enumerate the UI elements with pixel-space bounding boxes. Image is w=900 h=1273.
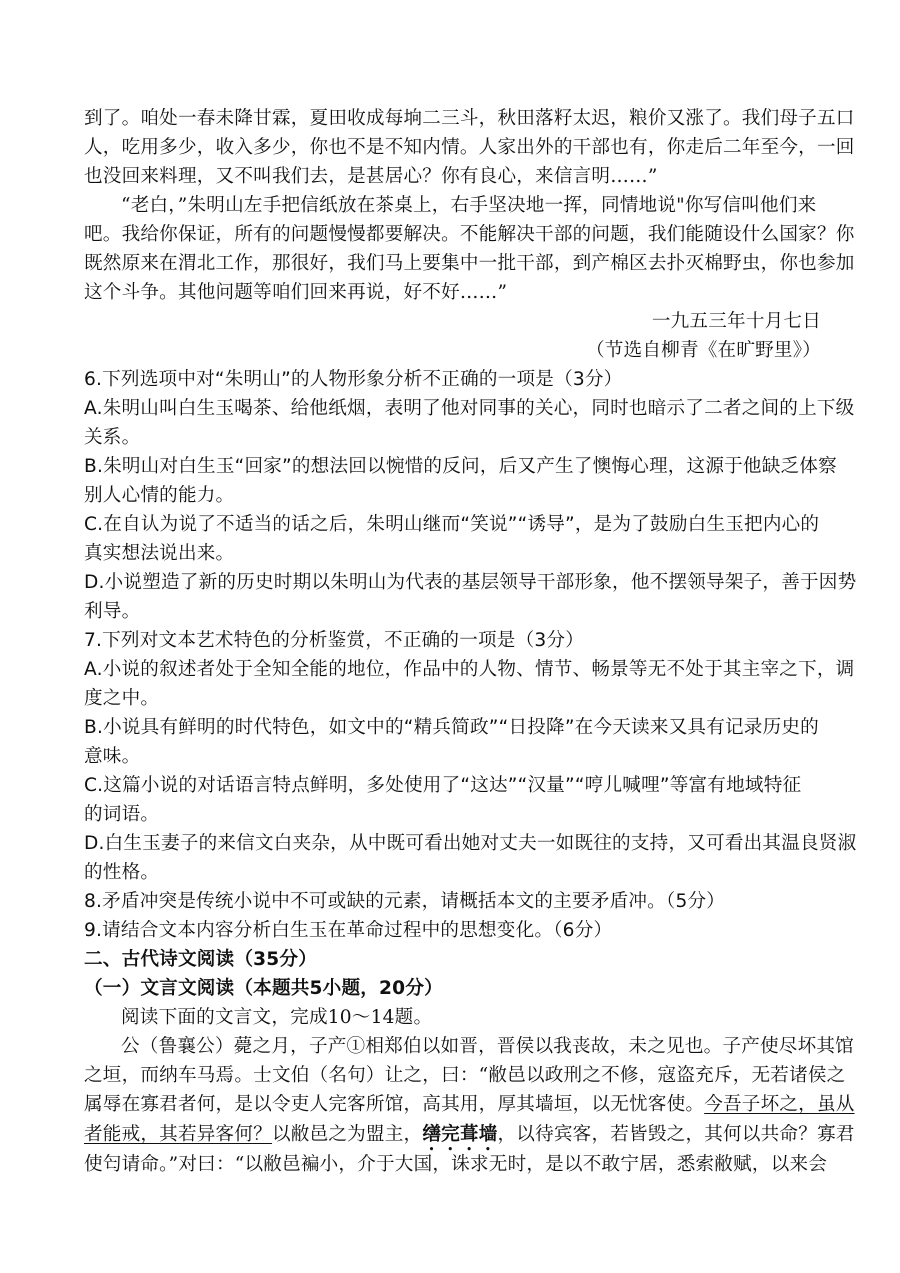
passage-line: 公（鲁襄公）薨之月，子产①相郑伯以如晋，晋侯以我丧故，未之见也。子产使尽坏其馆	[121, 1036, 854, 1057]
question-9: 9.请结合文本内容分析白生玉在革命过程中的思想变化。（6分）	[84, 920, 613, 941]
q6-option-a-line2: 关系。	[84, 427, 141, 448]
underlined-sentence: 者能戒，其若异客何？	[84, 1124, 272, 1145]
section-2-instruction: 阅读下面的文言文，完成10～14题。	[121, 1007, 433, 1028]
document-page	[84, 104, 857, 1179]
section-2-heading: 二、古代诗文阅读（35分）	[84, 949, 318, 970]
q6-option-b-line1: B.朱明山对白生玉“回家”的想法回以惋惜的反问，后又产生了懊悔心理，这源于他缺乏体察	[84, 456, 837, 477]
q6-option-b-line2: 别人心情的能力。	[84, 485, 235, 506]
story-source: （节选自柳青《在旷野里》）	[585, 340, 821, 361]
q7-option-c-line1: C.这篇小说的对话语言特点鲜明，多处使用了“这达”“汉量”“哼儿喊哩”等富有地域特征	[84, 775, 802, 796]
story-date: 一九五三年十月七日	[651, 311, 821, 332]
passage-text: 属辱在寡君者何，是以令吏人完客所馆，高其用，厚其墙垣，以无忧客使。	[84, 1094, 705, 1115]
q6-option-c-line1: C.在自认为说了不适当的话之后，朱明山继而“笑说”“诱导”，是为了鼓励白生玉把内心的	[84, 514, 820, 535]
question-8: 8.矛盾冲突是传统小说中不可或缺的元素，请概括本文的主要矛盾冲。（5分）	[84, 891, 726, 912]
q6-option-c-line2: 真实想法说出来。	[84, 543, 235, 564]
question-6	[84, 365, 857, 626]
story-line: 人，吃用多少，收入多少，你也不是不知内情。人家出外的干部也有，你走后二年至今，一回	[84, 137, 855, 158]
q7-option-c-line2: 的词语。	[84, 804, 160, 825]
passage-text: ，以待宾客，若皆毁之，其何以共命？寡君	[497, 1124, 855, 1145]
q7-option-b-line1: B.小说具有鲜明的时代特色，如文中的“精兵简政”“日投降”在今天读来又具有记录历史的	[84, 717, 819, 738]
q6-option-a-line1: A.朱明山叫白生玉喝茶、给他纸烟，表明了他对同事的关心，同时也暗示了二者之间的上下级	[84, 398, 855, 419]
passage-line: 使匄请命。”对曰：“以敝邑褊小，介于大国，诛求无时，是以不敢宁居，悉索敝赋，以来会	[84, 1154, 828, 1175]
story-paragraph-2	[84, 191, 855, 307]
underlined-sentence: 今吾子坏之，虽从	[704, 1094, 855, 1115]
story-paragraph-1	[84, 104, 855, 191]
story-line: 这个斗争。其他问题等咱们回来再说，好不好……”	[84, 282, 508, 303]
story-line: 也没回来料理，又不叫我们去，是甚居心？你有良心，来信言明……”	[84, 166, 658, 187]
story-line: 到了。咱处一春未降甘霖，夏田收成每垧二三斗，秋田落籽太迟，粮价又涨了。我们母子五口	[84, 108, 855, 129]
question-6-stem: 6.下列选项中对“朱明山”的人物形象分析不正确的一项是（3分）	[84, 369, 623, 390]
emphasized-phrase: 缮完葺墙	[422, 1124, 498, 1145]
q7-option-a-line2: 度之中。	[84, 688, 160, 709]
passage-line	[84, 1119, 855, 1150]
classical-passage	[84, 1032, 855, 1179]
section-2-subheading: （一）文言文阅读（本题共5小题，20分）	[84, 978, 443, 999]
passage-line: 之垣，而纳车马焉。士文伯（名句）让之，曰：“敝邑以政刑之不修，寇盗充斥，无若诸侯之	[84, 1065, 846, 1086]
q7-option-d-line2: 的性格。	[84, 862, 160, 883]
question-7-stem: 7.下列对文本艺术特色的分析鉴赏，不正确的一项是（3分）	[84, 630, 585, 651]
story-line: “老白，”朱明山左手把信纸放在茶桌上，右手坚决地一挥，同情地说"你写信叫他们来	[121, 195, 817, 216]
q6-option-d-line1: D.小说塑造了新的历史时期以朱明山为代表的基层领导干部形象，他不摆领导架子，善于因势	[84, 572, 857, 593]
story-line: 既然原来在渭北工作，那很好，我们马上要集中一批干部，到产棉区去扑灭棉野虫，你也参加	[84, 253, 855, 274]
passage-line	[84, 1090, 855, 1119]
q6-option-d-line2: 利导。	[84, 601, 141, 622]
question-7	[84, 626, 857, 887]
story-line: 吧。我给你保证，所有的问题慢慢都要解决。不能解决干部的问题，我们能随设什么国家？你	[84, 224, 855, 245]
q7-option-b-line2: 意味。	[84, 746, 141, 767]
q7-option-d-line1: D.白生玉妻子的来信文白夹杂，从中既可看出她对丈夫一如既往的支持，又可看出其温良贤淑	[84, 833, 857, 854]
q7-option-a-line1: A.小说的叙述者处于全知全能的地位，作品中的人物、情节、畅景等无不处于其主宰之下，调	[84, 659, 855, 680]
passage-text: 以敝邑之为盟主，	[271, 1124, 423, 1145]
